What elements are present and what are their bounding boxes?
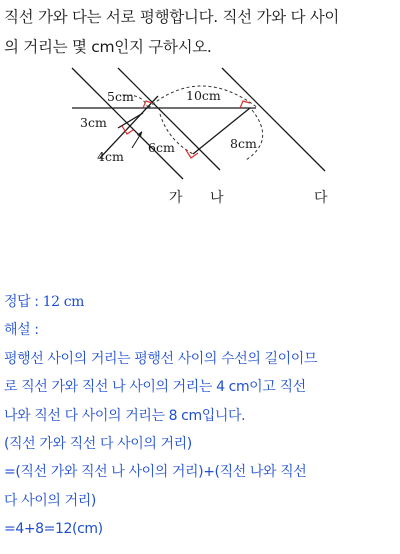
explanation-line: 평행선 사이의 거리는 평행선 사이의 수선의 길이이므 [4, 350, 318, 367]
label-10cm: 10cm [186, 88, 221, 103]
right-angle-marker [240, 101, 250, 108]
explanation-line: 로 직선 가와 직선 나 사이의 거리는 4 cm이고 직선 [4, 379, 306, 396]
parallel-lines-figure [0, 56, 400, 216]
dashed-arc-8cm [246, 110, 263, 160]
question-line-2: 의 거리는 몇 cm인지 구하시오. [4, 38, 212, 56]
line-da [222, 68, 325, 171]
question-line-1: 직선 가와 다는 서로 평행합니다. 직선 가와 다 사이 [4, 8, 340, 26]
explanation-line: 나와 직선 다 사이의 거리는 8 cm입니다. [4, 407, 246, 424]
label-5cm: 5cm [107, 89, 134, 104]
label-3cm: 3cm [80, 115, 107, 130]
explanation-line: (직선 가와 직선 다 사이의 거리) [4, 436, 192, 453]
solution-block [4, 288, 398, 544]
question-text [4, 2, 396, 62]
explanation-line: =4+8=12(cm) [4, 521, 103, 538]
line-name-na: 나 [210, 190, 224, 206]
answer-label: 정답 : [4, 294, 43, 310]
answer-line [4, 288, 398, 316]
explanation-line: =(직선 가와 직선 나 사이의 거리)+(직선 나와 직선 [4, 464, 307, 481]
label-6cm: 6cm [148, 140, 175, 155]
label-4cm: 4cm [97, 149, 124, 164]
label-8cm: 8cm [230, 136, 257, 151]
line-name-ga: 가 [169, 190, 183, 206]
line-name-da: 다 [314, 190, 328, 206]
explanation-line: 다 사이의 거리) [4, 492, 96, 509]
explanation-label: 해설 : [4, 322, 39, 339]
answer-value: 12 cm [42, 294, 85, 310]
